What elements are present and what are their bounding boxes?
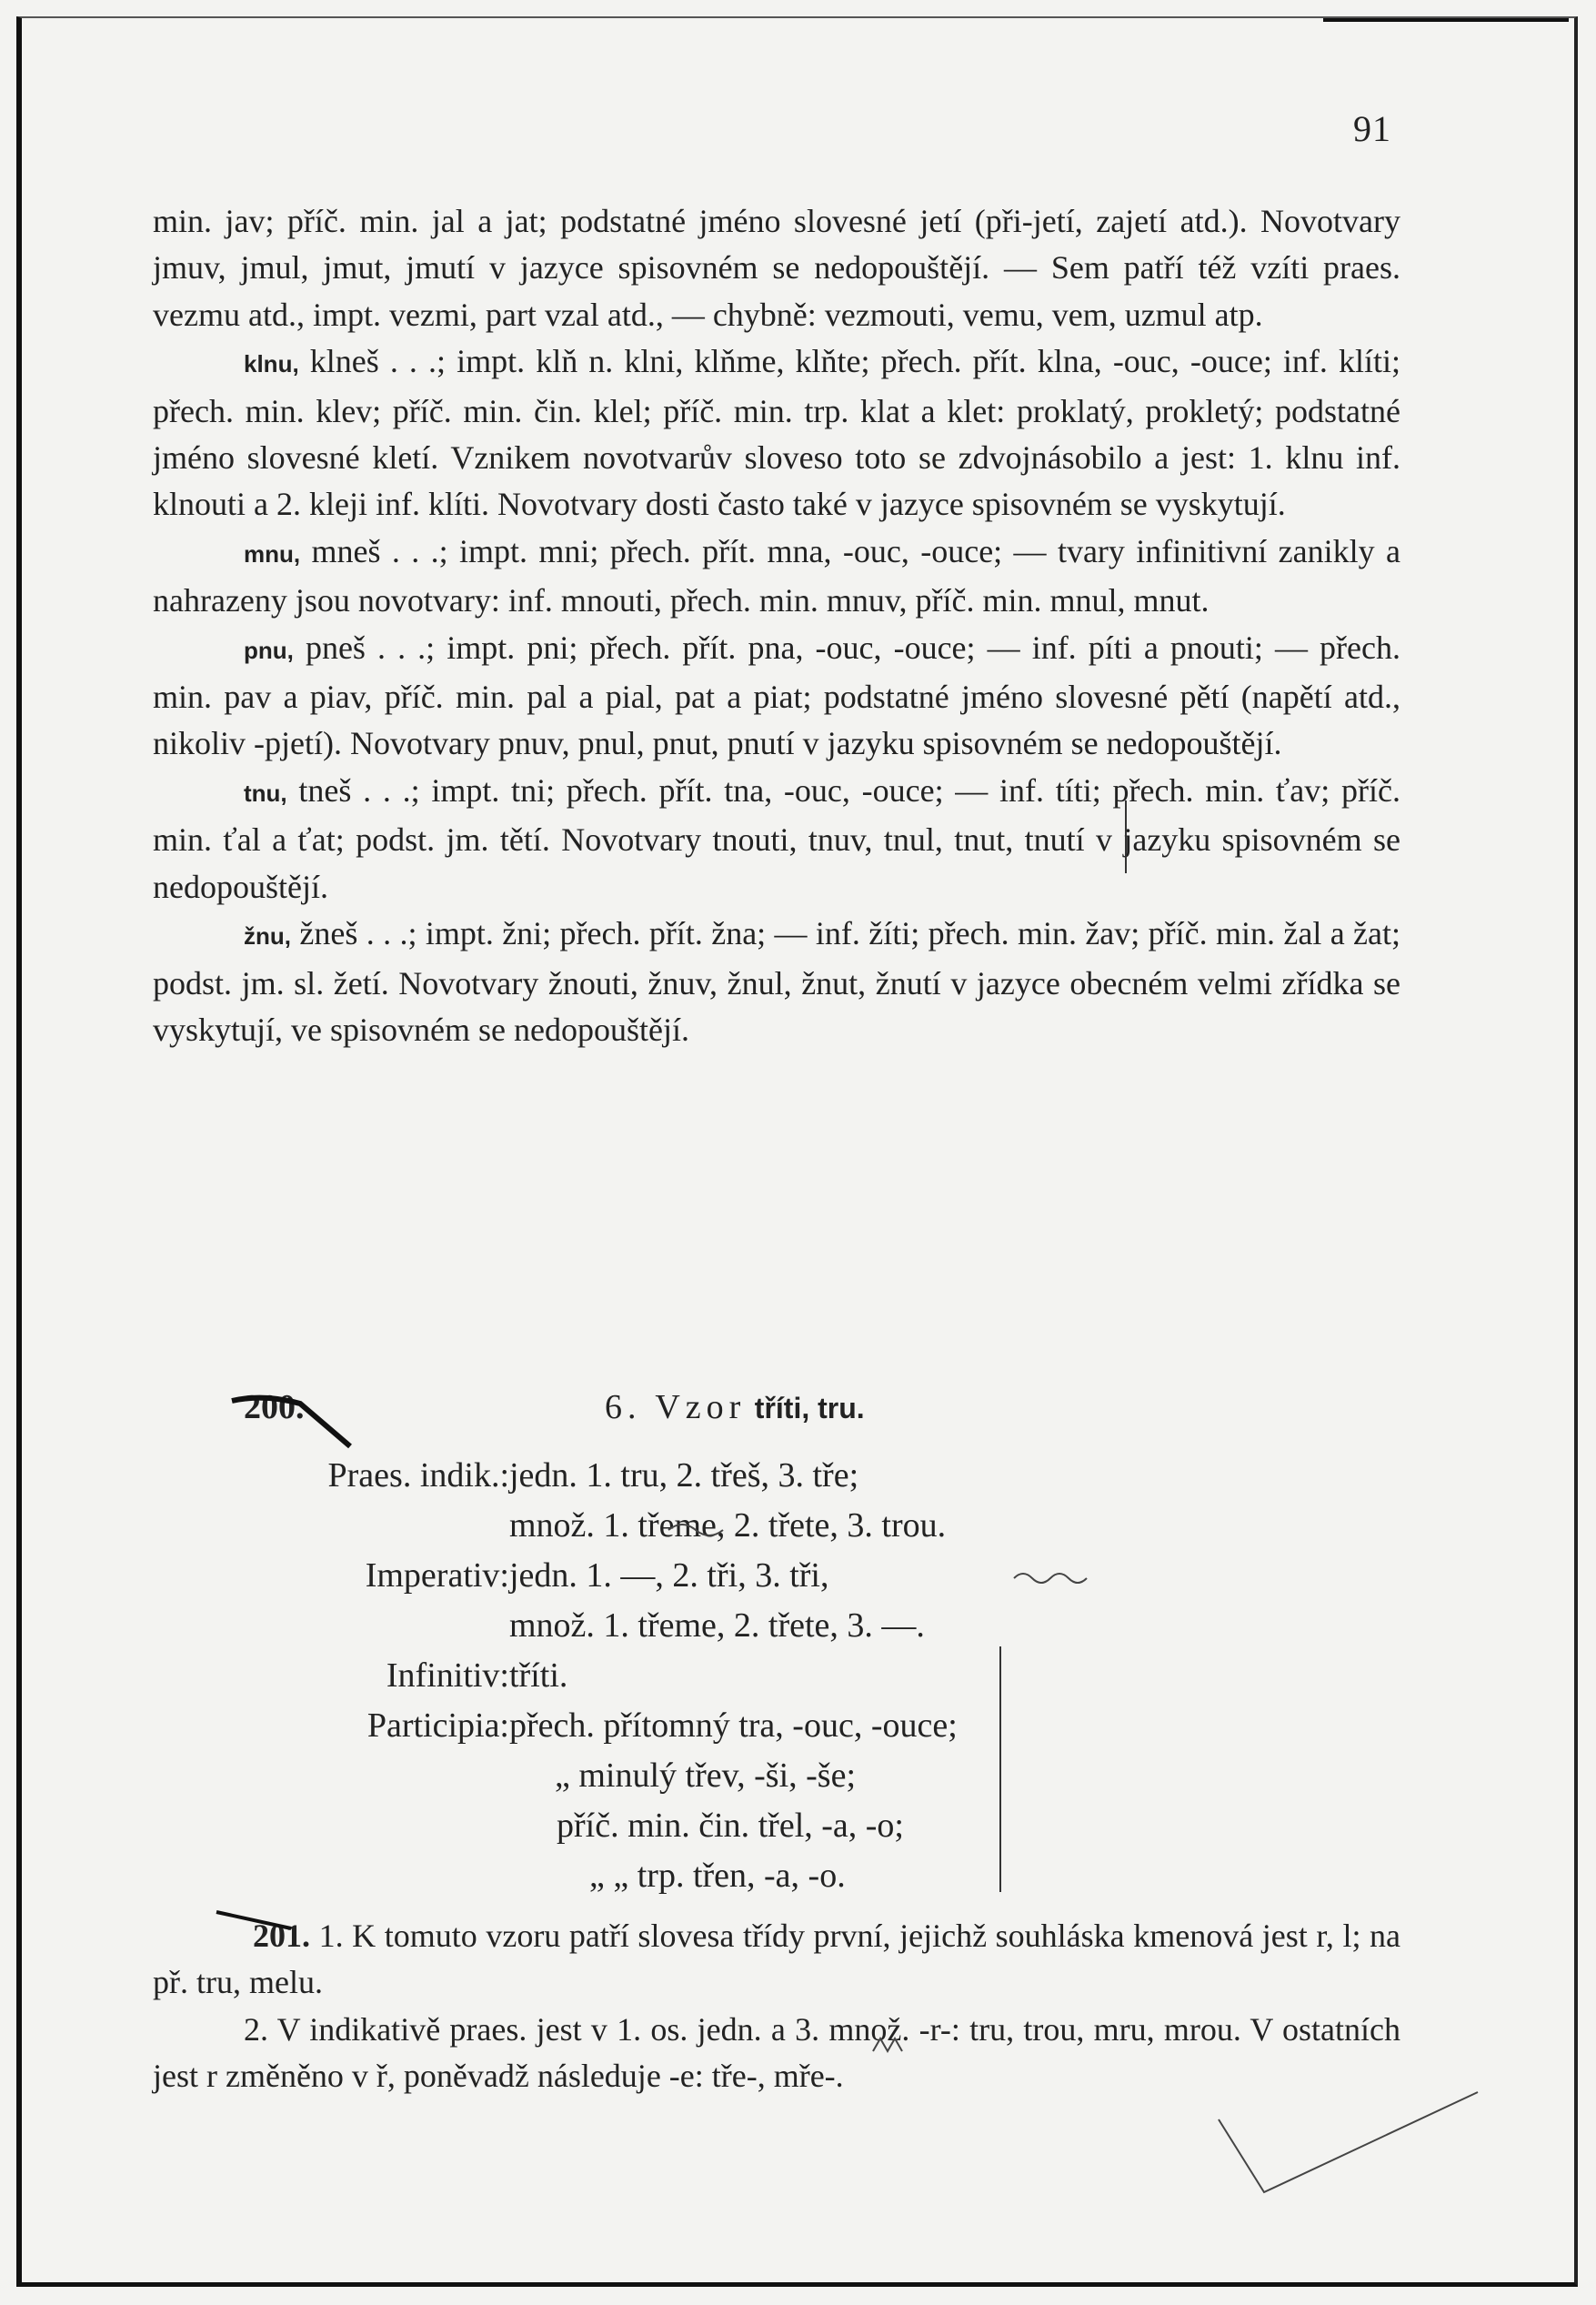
- paradigm-forms: „ minulý třev, -ši, -še;: [555, 1756, 857, 1795]
- paradigm-label: Infinitiv:: [386, 1656, 509, 1695]
- paradigm-forms: tříti.: [509, 1656, 568, 1695]
- section-title-bold: tříti, tru.: [754, 1392, 865, 1424]
- entry-text: pneš . . .; impt. pni; přech. přít. pna, -ouc, -ouce; — inf. píti a pnouti; — přech. min. pav a piav, příč. min. pal a pial, pat a piat; podstatné jméno slovesné pětí (napětí atd., nikoliv -pjetí). Novotvary pnuv, pnul, pnut, pnutí v jazyku spisovném se nedopouštějí.: [153, 629, 1400, 762]
- wave-underline: [873, 2038, 902, 2051]
- paradigm-forms: jedn. 1. tru, 2. třeš, 3. tře;: [509, 1456, 859, 1495]
- paradigm-forms: příč. min. čin. třel, -a, -o;: [557, 1807, 904, 1845]
- paragraph: min. jav; příč. min. jal a jat; podstatné jméno slovesné jetí (při-jetí, zajetí atd.). Novotvary jmuv, jmul, jmut, jmutí v jazyce spisovném se nedopouštějí. — Sem patří též vzíti praes. vezmu atd., impt. vezmi, part vzal atd., — chybně: vezmouti, vemu, vem, uzmul atp.: [153, 203, 1400, 333]
- entry-lemma: žnu,: [244, 922, 291, 951]
- entry-text: klneš . . .; impt. klň n. klni, klňme, klňte; přech. přít. klna, -ouc, -ouce; inf. klíti; přech. min. klev; příč. min. čin. klel; příč. min. trp. klat a klet: proklatý, prokletý; podstatné jméno slovesné kletí. Vznikem novotvarův sloveso toto se zdvojnásobilo a jest: 1. klnu inf. klnouti a 2. kleji inf. klíti. Novotvary dosti často také v jazyce spisovném se vyskytují.: [153, 343, 1400, 523]
- entry-text: žneš . . .; impt. žni; přech. přít. žna; — inf. žíti; přech. min. žav; příč. min. žal a žat; podst. jm. sl. žetí. Novotvary žnouti, žnuv, žnul, žnut, žnutí v jazyce obecném velmi zřídka se vyskytují, ve spisovném se nedopouštějí.: [153, 915, 1401, 1048]
- entry-lemma: mnu,: [244, 539, 301, 568]
- entry-lemma: klnu,: [244, 350, 299, 378]
- check-mark: [1219, 2092, 1478, 2192]
- strike-mark: [232, 1398, 350, 1446]
- entry-lemma: pnu,: [244, 636, 294, 664]
- paradigm-forms: množ. 1. třeme, 2. třete, 3. trou.: [509, 1506, 947, 1545]
- section-title-prefix: 6. Vzor: [605, 1388, 747, 1426]
- paradigm-label: Participia:: [366, 1706, 509, 1745]
- paradigm-label: Praes. indik.:: [327, 1456, 509, 1495]
- wave-underline: [668, 1525, 723, 1535]
- paradigm-forms: jedn. 1. —, 2. tři, 3. tři,: [509, 1556, 829, 1595]
- entry-lemma: tnu,: [244, 779, 287, 807]
- section-201-number: 201.: [253, 1917, 310, 1954]
- strike-mark: [216, 1912, 291, 1928]
- paradigm-forms: přech. přítomný tra, -ouc, -ouce;: [509, 1706, 958, 1745]
- section-number: 200.: [244, 1388, 305, 1426]
- wave-underline: [1014, 1574, 1087, 1583]
- paradigm-forms: množ. 1. třeme, 2. třete, 3. —.: [509, 1606, 925, 1645]
- page-number: 91: [1353, 108, 1391, 149]
- entry-text: tneš . . .; impt. tni; přech. přít. tna, -ouc, -ouce; — inf. títi; přech. min. ťav; příč. min. ťal a ťat; podst. jm. tětí. Novotvary tnouti, tnuv, tnul, tnut, tnutí v jazyku spisovném se nedopouštějí.: [153, 771, 1400, 905]
- paradigm-label: Imperativ:: [365, 1556, 509, 1595]
- entry-text: mneš . . .; impt. mni; přech. přít. mna, -ouc, -ouce; — tvary infinitivní zanikly a nahrazeny jsou novotvary: inf. mnouti, přech. min. mnuv, příč. min. mnul, mnut.: [153, 532, 1401, 619]
- section-201-text-1: 1. K tomuto vzoru patří slovesa třídy první, jejichž souhláska kmenová jest r, l; na př. tru, melu.: [153, 1917, 1401, 2001]
- section-201-paragraph-2: 2. V indikativě praes. jest v 1. os. jedn. a 3. množ. -r-: tru, trou, mru, mrou. V ostatních jest r změněno v ř, poněvadž následuje -e: tře-, mře-.: [153, 2010, 1400, 2095]
- paradigm-forms: „ „ trp. třen, -a, -o.: [589, 1857, 846, 1895]
